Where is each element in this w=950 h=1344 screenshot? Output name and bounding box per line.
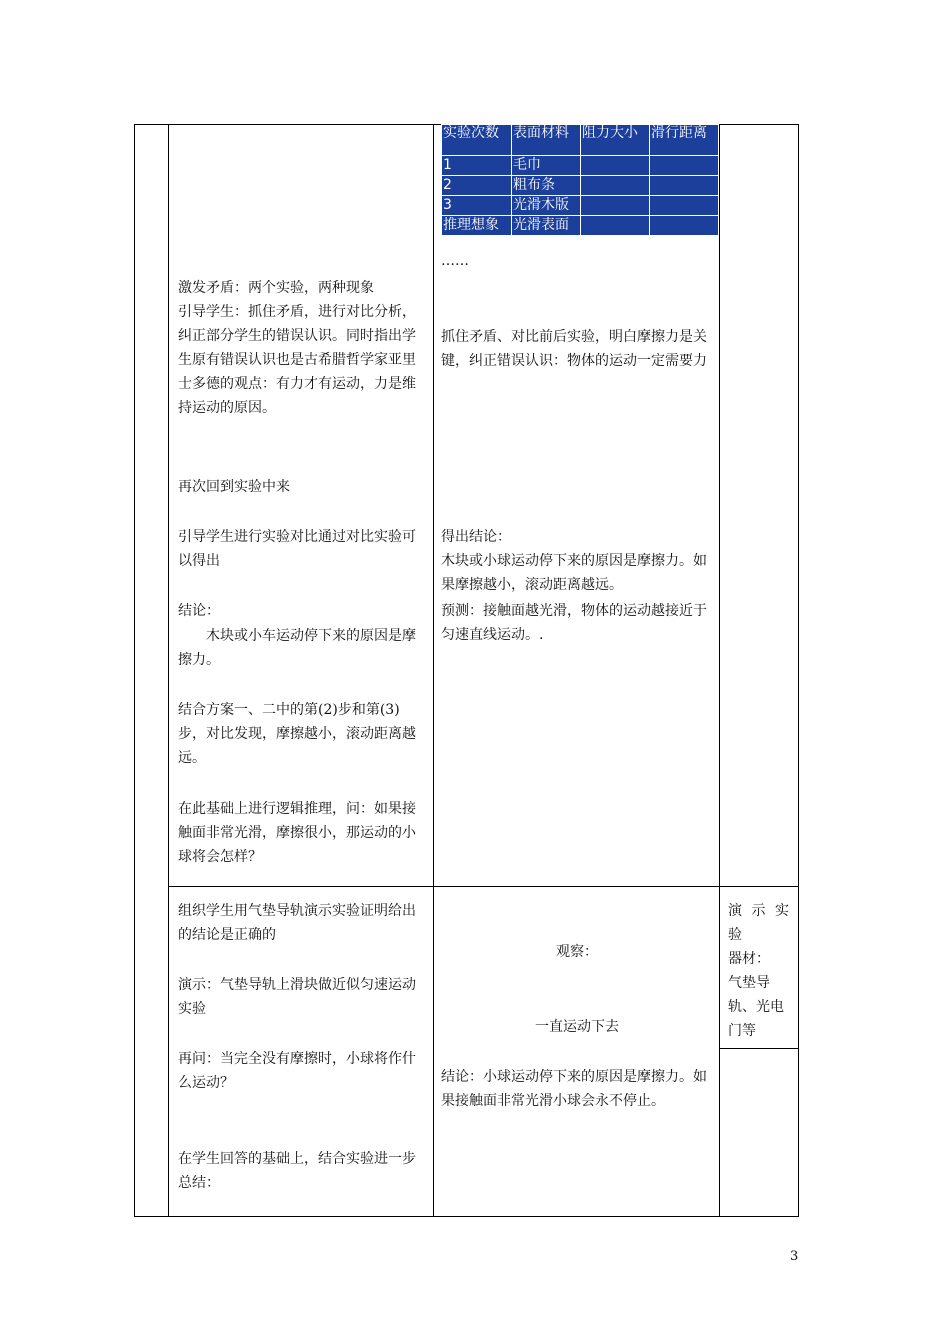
notes-text: 气垫导轨、光电门等 <box>728 975 784 1039</box>
notes-text: 演示实验 <box>728 903 792 943</box>
header-cell: 滑行距离 <box>650 125 719 156</box>
student-text: 结论：小球运动停下来的原因是摩擦力。如果接触面非常光滑小球会永不停止。 <box>441 1069 707 1109</box>
column-divider <box>719 124 720 1217</box>
column-divider <box>168 124 169 1217</box>
table-cell <box>581 156 650 176</box>
teacher-text: 激发矛盾：两个实验，两种现象 <box>178 280 374 296</box>
table-cell <box>650 176 719 196</box>
page-number: 3 <box>790 1249 799 1264</box>
teacher-text: 再次回到实验中来 <box>178 479 290 495</box>
table-cell <box>650 216 719 236</box>
header-cell: 表面材料 <box>512 125 581 156</box>
table-cell: 推理想象 <box>442 216 512 236</box>
notes-text: 器材： <box>728 951 770 967</box>
student-text: 预测：接触面越光滑，物体的运动越接近于匀速直线运动。. <box>441 603 707 643</box>
ellipsis-text: …… <box>441 253 469 269</box>
teacher-text: 在此基础上进行逻辑推理，问：如果接触面非常光滑，摩擦很小，那运动的小球将会怎样？ <box>178 801 416 865</box>
table-cell: 粗布条 <box>512 176 581 196</box>
experiment-data-table <box>441 124 719 236</box>
teacher-text: 引导学生：抓住矛盾，进行对比分析，纠正部分学生的错误认识。同时指出学生原有错误认识也是古希腊哲学家亚里士多德的观点：有力才有运动，力是维持运动的原因。 <box>178 304 416 416</box>
table-cell: 毛巾 <box>512 156 581 176</box>
table-row <box>442 196 719 216</box>
teacher-text: 再问：当完全没有摩擦时，小球将作什么运动？ <box>178 1051 416 1091</box>
teacher-text: 组织学生用气垫导轨演示实验证明给出的结论是正确的 <box>178 903 416 943</box>
student-text: 观察： <box>556 944 598 960</box>
table-row <box>442 176 719 196</box>
teacher-text: 在学生回答的基础上，结合实验进一步总结： <box>178 1151 416 1191</box>
teacher-text: 引导学生进行实验对比通过对比实验可以得出 <box>178 529 416 569</box>
table-cell: 1 <box>442 156 512 176</box>
student-text: 得出结论： <box>441 529 511 545</box>
teacher-text: 演示：气垫导轨上滑块做近似匀速运动实验 <box>178 977 416 1017</box>
row-divider <box>168 886 799 887</box>
table-row <box>442 156 719 176</box>
notes-divider <box>719 1048 799 1049</box>
table-cell: 光滑木版 <box>512 196 581 216</box>
header-cell: 阻力大小 <box>581 125 650 156</box>
table-cell <box>650 196 719 216</box>
teacher-text: 结合方案一、二中的第(2)步和第(3)步，对比发现，摩擦越小，滚动距离越远。 <box>178 702 416 766</box>
student-text: 一直运动下去 <box>535 1019 619 1035</box>
teacher-text: 木块或小车运动停下来的原因是摩擦力。 <box>178 628 416 668</box>
table-header-row <box>442 125 719 156</box>
header-cell: 实验次数 <box>442 125 512 156</box>
table-cell <box>581 216 650 236</box>
table-row <box>442 216 719 236</box>
table-cell: 3 <box>442 196 512 216</box>
table-cell: 2 <box>442 176 512 196</box>
teacher-text: 结论： <box>178 603 220 619</box>
table-cell: 光滑表面 <box>512 216 581 236</box>
table-cell <box>650 156 719 176</box>
student-text: 抓住矛盾、对比前后实验，明白摩擦力是关键，纠正错误认识：物体的运动一定需要力 <box>441 329 707 369</box>
table-cell <box>581 196 650 216</box>
student-text: 木块或小球运动停下来的原因是摩擦力。如果摩擦越小，滚动距离越远。 <box>441 553 707 593</box>
table-cell <box>581 176 650 196</box>
column-divider <box>433 124 434 1217</box>
